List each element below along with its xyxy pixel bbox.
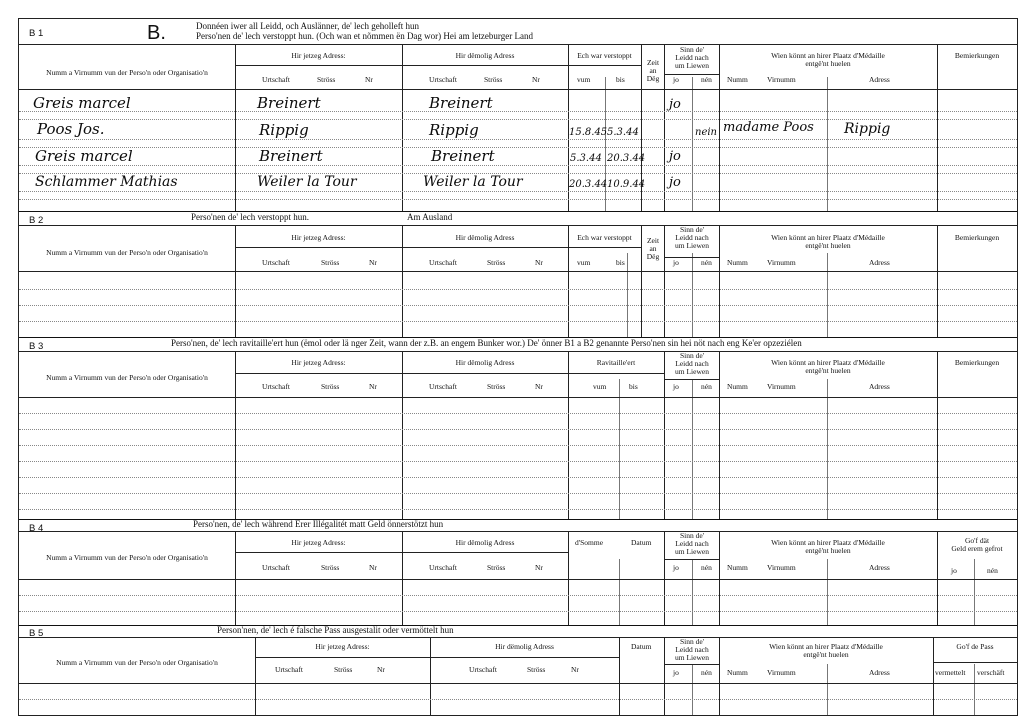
row3-former: Breinert: [431, 147, 495, 165]
col-jo: jo: [673, 382, 679, 391]
row3-to: 20.3.44: [607, 153, 646, 164]
col-virnumm: Virnumm: [767, 563, 796, 572]
col-urtschaft: Urtschaft: [262, 563, 290, 572]
row1-former: Breinert: [429, 94, 493, 112]
col-nr: Nr: [377, 665, 385, 674]
row2-current: Rippig: [259, 121, 309, 139]
col-adress: Adress: [869, 382, 890, 391]
col-virnumm: Virnumm: [767, 75, 796, 84]
col-nen: nén: [987, 566, 998, 575]
col-stross: Ströss: [487, 258, 506, 267]
col-nr: Nr: [532, 75, 540, 84]
row2-from: 15.8.45: [569, 127, 608, 138]
form-letter: B.: [147, 22, 166, 44]
row1-name: Greis marcel: [33, 94, 131, 112]
col-urtschaft: Urtschaft: [469, 665, 497, 674]
col-hid-b2: Ech war verstoppt: [577, 233, 632, 242]
row2-medal: madame Poos: [723, 120, 814, 135]
section-title-b1-line1: Donnéen iwer all Leidd, och Auslänner, de' lech geholleft hun: [196, 21, 419, 31]
col-vum: vum: [577, 258, 591, 267]
col-bis: bis: [629, 382, 638, 391]
col-urtschaft: Urtschaft: [262, 75, 290, 84]
col-stross: Ströss: [317, 75, 336, 84]
section-label-b5: B 5: [29, 628, 44, 639]
col-adress: Adress: [869, 563, 890, 572]
col-nr: Nr: [535, 382, 543, 391]
col-current-address-b4: Hir jetzeg Adress:: [291, 538, 346, 547]
col-nr: Nr: [369, 563, 377, 572]
col-former-address-b4: Hir dëmolig Adress: [455, 538, 515, 547]
col-urtschaft: Urtschaft: [275, 665, 303, 674]
col-medal-b4: Wien könnt an hirer Plaatz d'Médaille entgë'nt huelen: [771, 538, 885, 555]
section-title-b4: Perso'nen, de' lech während Erer Illégalitét matt Geld önnerstötzt hun: [193, 519, 444, 529]
row3-from: 5.3.44: [570, 153, 602, 164]
col-nr: Nr: [369, 382, 377, 391]
col-numm: Numm: [727, 75, 748, 84]
col-former-address-b3: Hir dëmolig Adress: [455, 358, 515, 367]
section-title-b1-line2: Perso'nen de' lech verstoppt hun. (Och wan et nõmmen ën Dag wor) Hei am letzeburger Land: [196, 31, 533, 41]
col-numm: Numm: [727, 668, 748, 677]
col-nen: nén: [701, 382, 712, 391]
col-alive-b2: Sinn de' Leidd nach um Liewen: [675, 225, 709, 250]
col-former-address-b1: Hir dëmolig Adress: [455, 51, 515, 60]
col-stross: Ströss: [334, 665, 353, 674]
col-ravitailleert: Ravitaille'ert: [596, 358, 636, 367]
col-time-days: Zeit an Dëg: [646, 236, 660, 261]
col-current-address-b2: Hir jetzeg Adress:: [291, 233, 346, 242]
col-medal-b3: Wien könnt an hirer Plaatz d'Médaille entgë'nt huelen: [771, 358, 885, 375]
col-stross: Ströss: [321, 382, 340, 391]
col-stross: Ströss: [487, 382, 506, 391]
col-medal-b2: Wien könnt an hirer Plaatz d'Médaille entgë'nt huelen: [771, 233, 885, 250]
col-stross: Ströss: [321, 258, 340, 267]
col-vum: vum: [593, 382, 607, 391]
row4-current: Weiler la Tour: [257, 174, 357, 190]
col-verschafft: verschäft: [977, 668, 1005, 677]
row4-name: Schlammer Mathias: [35, 174, 178, 190]
col-urtschaft: Urtschaft: [429, 563, 457, 572]
col-alive-b4: Sinn de' Leidd nach um Liewen: [675, 531, 709, 556]
col-urtschaft: Urtschaft: [262, 258, 290, 267]
row2-medal-addr: Rippig: [844, 121, 891, 137]
col-jo: jo: [673, 75, 679, 84]
col-datum: Datum: [631, 538, 652, 547]
section-title-b5: Person'nen, de' lech é falsche Pass ausgestalit oder vermöttelt hun: [217, 625, 454, 635]
section-label-b1: B 1: [29, 28, 44, 39]
col-urtschaft: Urtschaft: [262, 382, 290, 391]
col-pass: Go'f de Pass: [956, 642, 994, 651]
section-label-b2: B 2: [29, 215, 44, 226]
col-stross: Ströss: [487, 563, 506, 572]
row2-name: Poos Jos.: [37, 120, 105, 138]
row2-former: Rippig: [429, 121, 479, 139]
col-name-b3: Numm a Virnumm vun der Perso'n oder Organisatio'n: [46, 373, 208, 382]
col-vum: vum: [577, 75, 591, 84]
col-adress: Adress: [869, 668, 890, 677]
section-label-b3: B 3: [29, 341, 44, 352]
col-nr: Nr: [369, 258, 377, 267]
col-remarks-b2: Bemierkungen: [954, 233, 1000, 242]
col-urtschaft: Urtschaft: [429, 258, 457, 267]
col-nr: Nr: [365, 75, 373, 84]
col-stross: Ströss: [321, 563, 340, 572]
row3-alive: jo: [669, 149, 681, 164]
col-numm: Numm: [727, 258, 748, 267]
section-label-b4: B 4: [29, 523, 44, 534]
col-datum: Datum: [631, 642, 652, 651]
col-adress: Adress: [869, 75, 890, 84]
col-virnumm: Virnumm: [767, 258, 796, 267]
col-jo: jo: [951, 566, 957, 575]
col-bis: bis: [616, 258, 625, 267]
section-title-b3: Perso'nen, de' lech ravitaille'ert hun (ëmol oder lä nger Zeit, wann der z.B. an engem Bunker wor.) De' önner B1 a B2 genannte Perso'nen sin hei nöt nach eng Ke'er opzeziélen: [171, 338, 802, 348]
row1-alive: jo: [669, 97, 681, 112]
col-vermettelt: vermettelt: [935, 668, 966, 677]
col-alive-b5: Sinn de' Leidd nach um Liewen: [675, 637, 709, 662]
col-urtschaft: Urtschaft: [429, 382, 457, 391]
col-money-back: Go'f dät Geld erem gefrot: [951, 536, 1003, 553]
col-name-b4: Numm a Virnumm vun der Perso'n oder Organisatio'n: [46, 553, 208, 562]
col-nen: nén: [701, 563, 712, 572]
col-current-address-b1: Hir jetzeg Adress:: [291, 51, 346, 60]
col-former-address-b5: Hir dëmolig Adress: [495, 642, 554, 651]
row4-alive: jo: [669, 175, 681, 190]
section-title-b2-right: Am Ausland: [407, 212, 453, 222]
col-current-address-b3: Hir jetzeg Adress:: [291, 358, 346, 367]
col-jo: jo: [673, 563, 679, 572]
row2-to: 5.3.44: [607, 127, 639, 138]
col-nr: Nr: [535, 258, 543, 267]
row4-to: 10.9.44: [607, 179, 646, 190]
row1-current: Breinert: [257, 94, 321, 112]
row3-current: Breinert: [259, 147, 323, 165]
col-jo: jo: [673, 668, 679, 677]
col-name-b5: Numm a Virnumm vun der Perso'n oder Organisatio'n: [56, 658, 218, 667]
col-nen: nén: [701, 258, 712, 267]
col-time-days: Zeit an Dëg: [646, 58, 660, 83]
row3-name: Greis marcel: [35, 147, 133, 165]
col-hid-b1: Ech war verstoppt: [577, 51, 632, 60]
col-alive-b3: Sinn de' Leidd nach um Liewen: [675, 351, 709, 376]
col-nr: Nr: [535, 563, 543, 572]
col-former-address-b2: Hir dëmolig Adress: [455, 233, 515, 242]
col-virnumm: Virnumm: [767, 668, 796, 677]
col-remarks-b3: Bemierkungen: [954, 358, 1000, 367]
col-medal-b5: Wien könnt an hirer Plaatz d'Médaille entgë'nt huelen: [769, 642, 883, 659]
col-medal-b1: Wien könnt an hirer Plaatz d'Médaille entgë'nt huelen: [771, 51, 885, 68]
col-remarks-b1: Bemierkungen: [954, 51, 1000, 60]
col-name-b1: Numm a Virnumm vun der Perso'n oder Organisatio'n: [46, 68, 208, 77]
col-name-b2: Numm a Virnumm vun der Perso'n oder Organisatio'n: [46, 248, 208, 257]
col-jo: jo: [673, 258, 679, 267]
col-alive-b1: Sinn de' Leidd nach um Liewen: [675, 45, 709, 70]
col-urtschaft: Urtschaft: [429, 75, 457, 84]
col-current-address-b5: Hir jetzeg Adress:: [315, 642, 370, 651]
col-virnumm: Virnumm: [767, 382, 796, 391]
col-bis: bis: [616, 75, 625, 84]
col-nen: nén: [701, 668, 712, 677]
col-numm: Numm: [727, 382, 748, 391]
row4-from: 20.3.44: [569, 179, 608, 190]
form-page: [18, 18, 1018, 716]
col-somme: d'Somme: [575, 538, 604, 547]
col-stross: Ströss: [527, 665, 546, 674]
col-nr: Nr: [571, 665, 579, 674]
col-nen: nén: [701, 75, 712, 84]
col-adress: Adress: [869, 258, 890, 267]
row2-alive: nein: [695, 127, 717, 138]
row4-former: Weiler la Tour: [423, 174, 523, 190]
section-title-b2: Perso'nen de' lech verstoppt hun.: [191, 212, 309, 222]
col-numm: Numm: [727, 563, 748, 572]
col-stross: Ströss: [484, 75, 503, 84]
